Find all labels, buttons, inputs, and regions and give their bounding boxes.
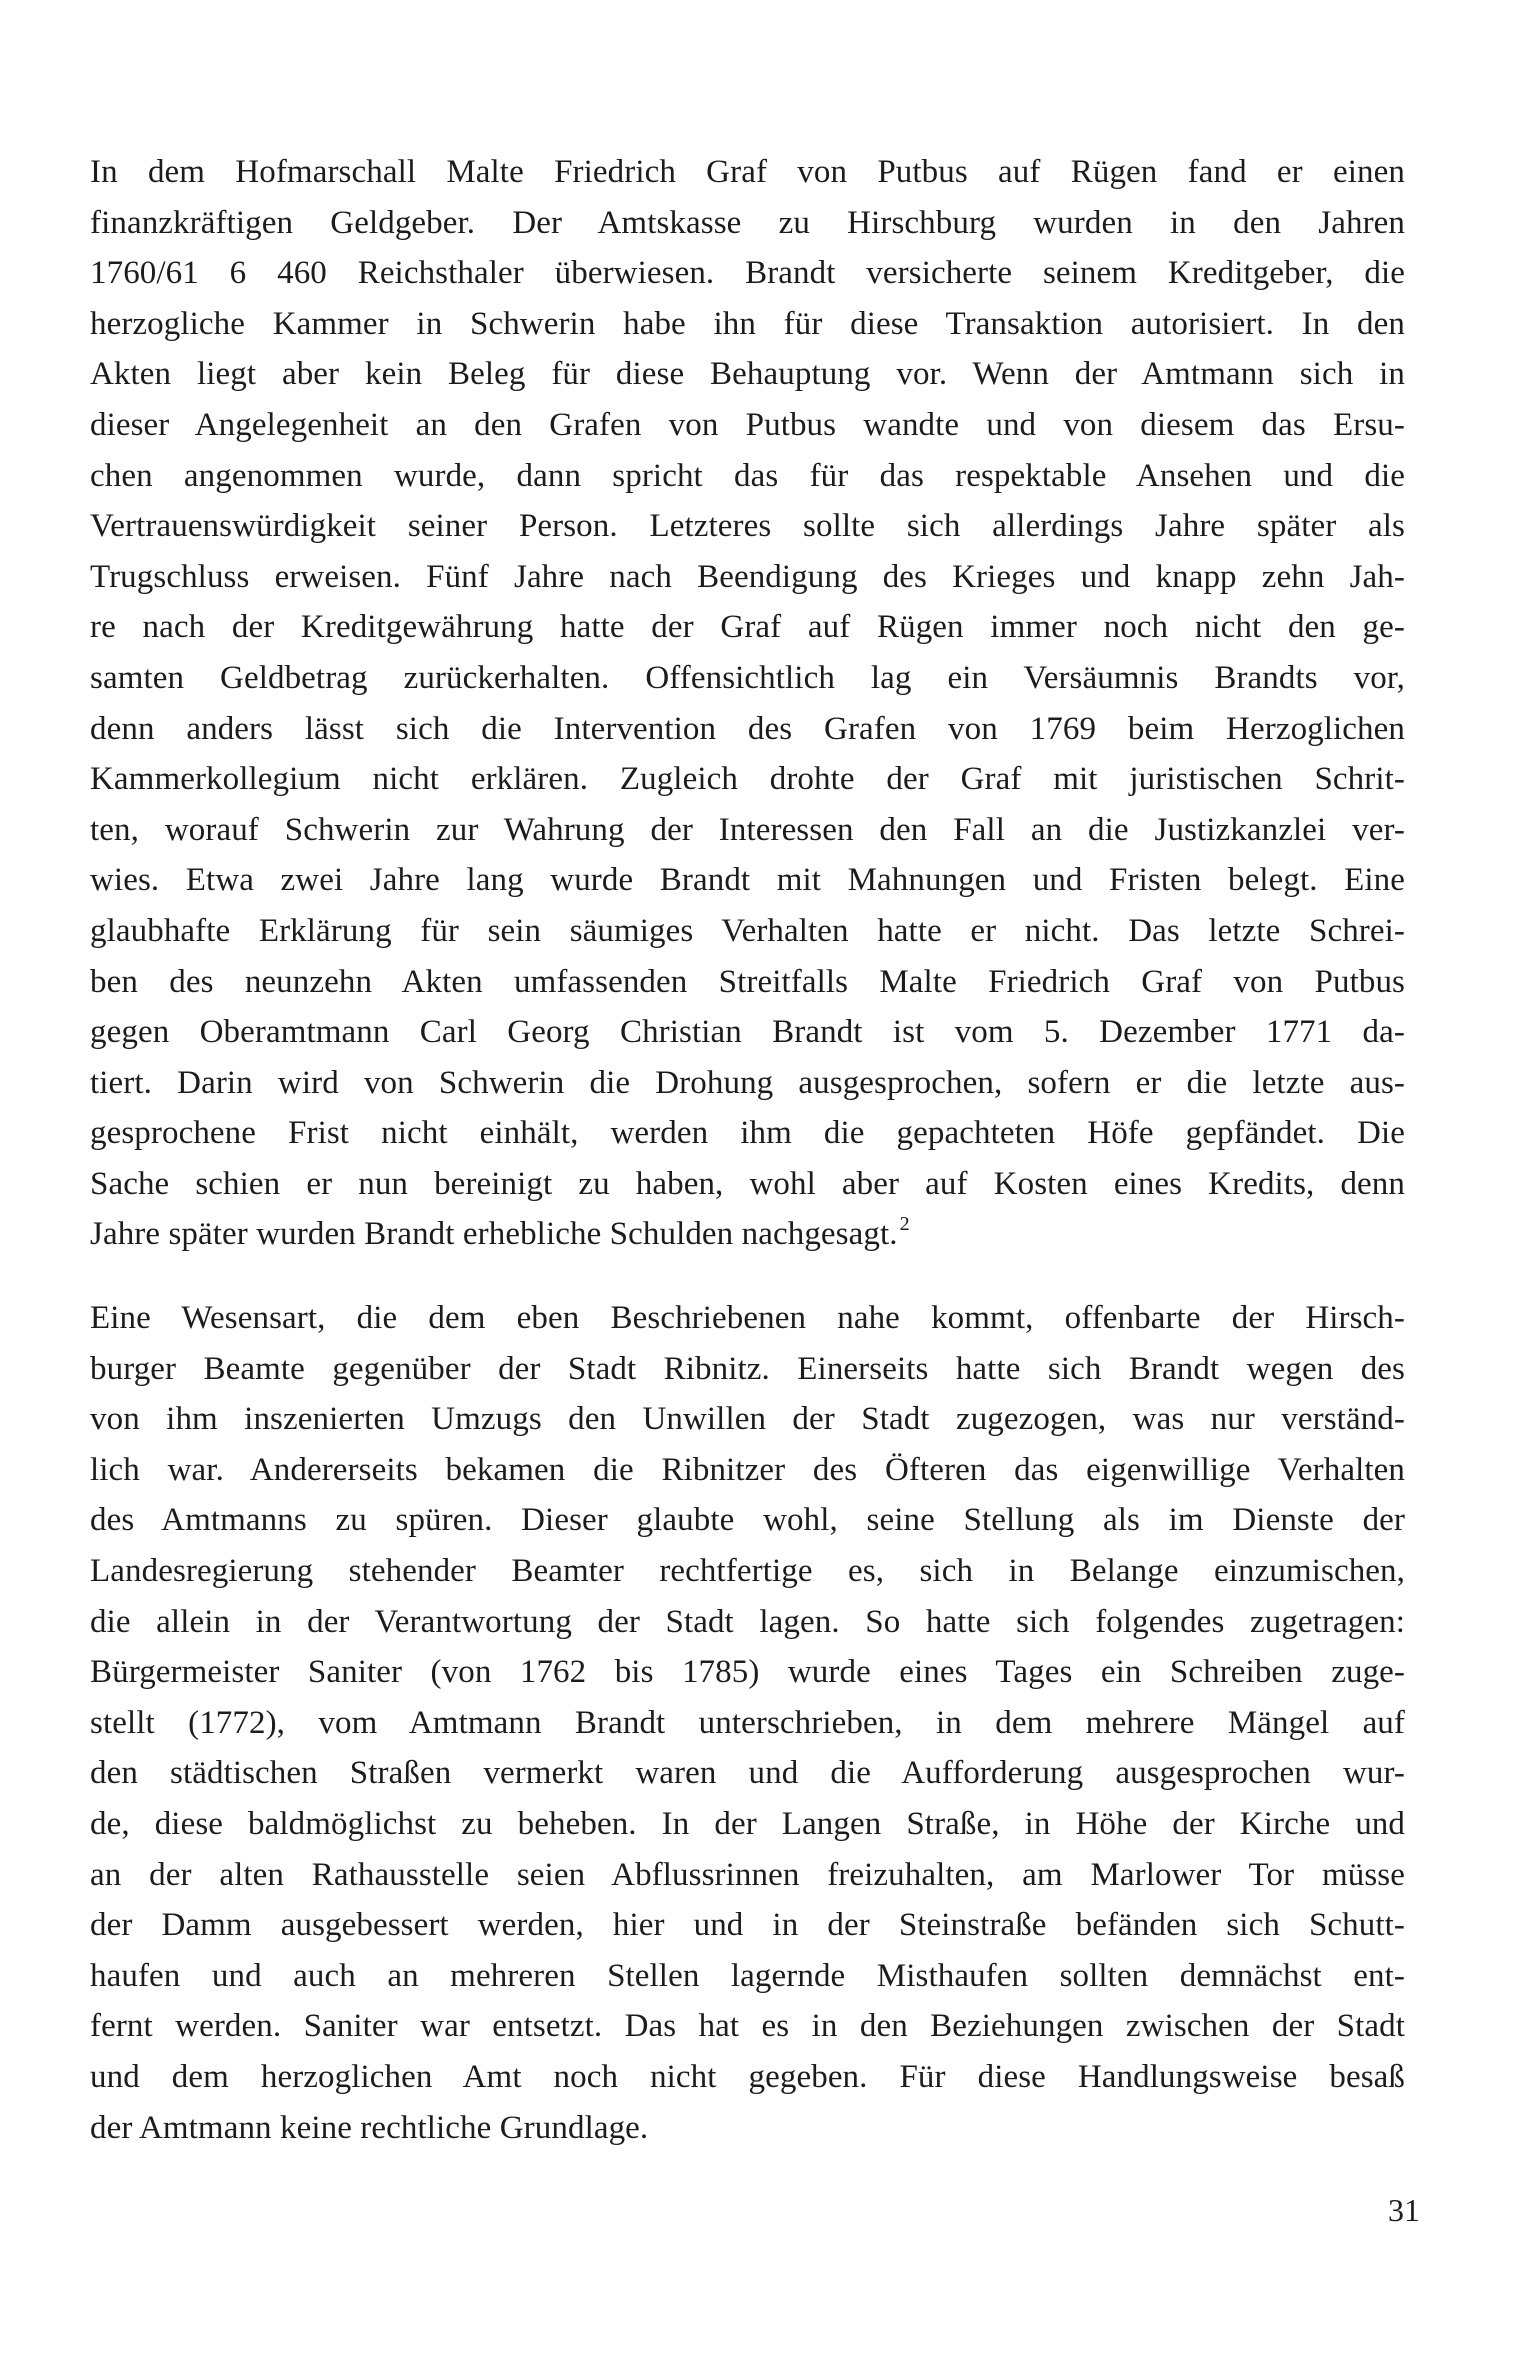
text-line-content: Jahre später wurden Brandt erhebliche Schulden nachgesagt.: [90, 1216, 898, 1253]
text-line: finanzkräftigen Geldgeber. Der Amtskasse zu Hirschburg wurden in den Jahren: [90, 204, 1405, 241]
text-line: lich war. Andererseits bekamen die Ribnitzer des Öfteren das eigenwillige Verhalten: [90, 1451, 1405, 1488]
text-line: wies. Etwa zwei Jahre lang wurde Brandt mit Mahnungen und Fristen belegt. Eine: [90, 862, 1405, 899]
paragraph-1: [90, 147, 1405, 1260]
text-line: von ihm inszenierten Umzugs den Unwillen der Stadt zugezogen, was nur verständ-: [90, 1401, 1405, 1438]
text-line: Akten liegt aber kein Beleg für diese Behauptung vor. Wenn der Amtmann sich in: [90, 356, 1405, 393]
text-line: Eine Wesensart, die dem eben Beschriebenen nahe kommt, offenbarte der Hirsch-: [90, 1300, 1405, 1336]
text-line: herzogliche Kammer in Schwerin habe ihn für diese Transaktion autorisiert. In den: [90, 305, 1405, 342]
text-line: Kammerkollegium nicht erklären. Zugleich drohte der Graf mit juristischen Schrit-: [90, 761, 1405, 798]
text-line: haufen und auch an mehreren Stellen lagernde Misthaufen sollten demnächst ent-: [90, 1957, 1405, 1994]
text-line: chen angenommen wurde, dann spricht das für das respektable Ansehen und die: [90, 457, 1405, 494]
text-line-last: der Amtmann keine rechtliche Grundlage.: [90, 2109, 649, 2146]
text-line: Bürgermeister Saniter (von 1762 bis 1785) wurde eines Tages ein Schreiben zuge-: [90, 1654, 1405, 1691]
text-line: des Amtmanns zu spüren. Dieser glaubte wohl, seine Stellung als im Dienste der: [90, 1502, 1405, 1539]
paragraph-2: [90, 1293, 1405, 2153]
text-line: burger Beamte gegenüber der Stadt Ribnitz. Einerseits hatte sich Brandt wegen des: [90, 1350, 1405, 1387]
text-line: und dem herzoglichen Amt noch nicht gegeben. Für diese Handlungsweise besaß: [90, 2058, 1405, 2095]
text-line: der Damm ausgebessert werden, hier und in der Steinstraße befänden sich Schutt-: [90, 1907, 1405, 1944]
text-line-last: [90, 1209, 1405, 1260]
text-line: Sache schien er nun bereinigt zu haben, wohl aber auf Kosten eines Kredits, denn: [90, 1165, 1405, 1202]
text-line: gesprochene Frist nicht einhält, werden ihm die gepachteten Höfe gepfändet. Die: [90, 1115, 1405, 1152]
text-line: dieser Angelegenheit an den Grafen von Putbus wandte und von diesem das Ersu-: [90, 406, 1405, 443]
text-line: Trugschluss erweisen. Fünf Jahre nach Beendigung des Krieges und knapp zehn Jah-: [90, 558, 1405, 595]
footnote-mark[interactable]: 2: [899, 1213, 910, 1236]
text-line: denn anders lässt sich die Intervention des Grafen von 1769 beim Herzoglichen: [90, 710, 1405, 747]
text-line: re nach der Kreditgewährung hatte der Graf auf Rügen immer noch nicht den ge-: [90, 609, 1405, 646]
text-line: an der alten Rathausstelle seien Abflussrinnen freizuhalten, am Marlower Tor müsse: [90, 1856, 1405, 1893]
text-line: Landesregierung stehender Beamter rechtfertige es, sich in Belange einzumischen,: [90, 1552, 1405, 1589]
text-line: tiert. Darin wird von Schwerin die Drohung ausgesprochen, sofern er die letzte aus-: [90, 1064, 1405, 1101]
text-line: ten, worauf Schwerin zur Wahrung der Interessen den Fall an die Justizkanzlei ver-: [90, 811, 1405, 848]
text-line: den städtischen Straßen vermerkt waren und die Aufforderung ausgesprochen wur-: [90, 1755, 1405, 1792]
text-line: ben des neunzehn Akten umfassenden Streitfalls Malte Friedrich Graf von Putbus: [90, 963, 1405, 1000]
page-number: 31: [1388, 2192, 1420, 2228]
text-line: Vertrauenswürdigkeit seiner Person. Letzteres sollte sich allerdings Jahre später als: [90, 508, 1405, 545]
text-line: glaubhafte Erklärung für sein säumiges Verhalten hatte er nicht. Das letzte Schrei-: [90, 912, 1405, 949]
text-line: die allein in der Verantwortung der Stadt lagen. So hatte sich folgendes zugetragen:: [90, 1603, 1405, 1640]
text-line: fernt werden. Saniter war entsetzt. Das hat es in den Beziehungen zwischen der Stadt: [90, 2008, 1405, 2045]
text-line: 1760/61 6 460 Reichsthaler überwiesen. Brandt versicherte seinem Kreditgeber, die: [90, 255, 1405, 292]
text-line: samten Geldbetrag zurückerhalten. Offensichtlich lag ein Versäumnis Brandts vor,: [90, 659, 1405, 696]
text-line: de, diese baldmöglichst zu beheben. In der Langen Straße, in Höhe der Kirche und: [90, 1805, 1405, 1842]
text-line: In dem Hofmarschall Malte Friedrich Graf von Putbus auf Rügen fand er einen: [90, 154, 1405, 190]
text-line: stellt (1772), vom Amtmann Brandt unterschrieben, in dem mehrere Mängel auf: [90, 1704, 1405, 1741]
text-line: gegen Oberamtmann Carl Georg Christian Brandt ist vom 5. Dezember 1771 da-: [90, 1014, 1405, 1051]
